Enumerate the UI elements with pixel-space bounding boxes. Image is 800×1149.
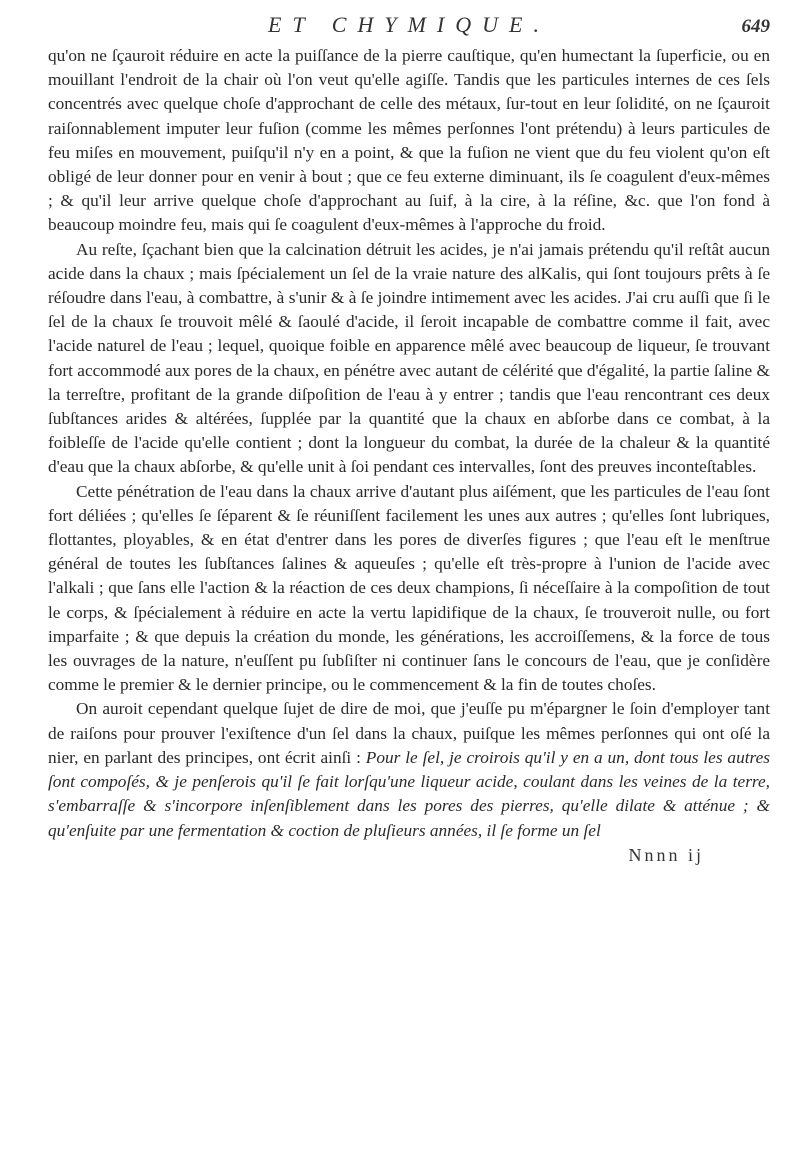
paragraph-2 bbox=[48, 238, 770, 480]
signature-mark: Nnnn ij bbox=[628, 844, 704, 865]
book-page bbox=[48, 10, 770, 867]
paragraph-1-text: qu'on ne ſçauroit réduire en acte la puiſſance de la pierre cauſtique, qu'en humectant la ſuperficie, ou en mouillant l'endroit de la chair où l'on veut qu'elle agiſſe. Tandis que les particules internes de ces ſels concentrés avec quelque choſe d'approchant de celle des métaux, ſur-tout en leur ſolidité, on ne ſçauroit raiſonnablement imputer leur fuſion (comme les mêmes perſonnes l'ont prétendu) à leurs particules de feu miſes en mouvement, puiſqu'il n'y en a point, & que la fuſion ne vient que du feu violent qu'on eſt obligé de leur donner pour en venir à bout ; que ce feu externe diminuant, ils ſe coagulent d'eux-mêmes ; & qu'il leur arrive quelque choſe d'approchant au ſuif, à la cire, à la réſine, &c. que l'on fond à beaucoup moindre feu, mais qui ſe coagulent d'eux-mêmes à l'approche du froid. bbox=[48, 46, 770, 235]
paragraph-2-text: Au reſte, ſçachant bien que la calcination détruit les acides, je n'ai jamais prétendu qu'il reſtât aucun acide dans la chaux ; mais ſpécialement un ſel de la vraie nature des alKalis, qui ſont toujours prêts à ſe réſoudre dans l'eau, à combattre, à s'unir & à ſe joindre intimement avec les acides. J'ai cru auſſi que ſi le ſel de la chaux ſe trouvoit mêlé & ſaoulé d'acide, il ſeroit incapable de combattre comme il fait, avec l'acide naturel de l'eau ; lequel, quoique foible en apparence mêlé avec beaucoup de liqueur, ſe trouvant fort accommodé aux pores de la chaux, en pénétre avec autant de célérité que d'égalité, la partie ſaline & la terreſtre, profitant de la grande diſpoſition de l'eau à y entrer ; tandis que l'eau rencontrant ces deux ſubſtances arides & altérées, ſupplée par la quantité que la chaux en abſorbe dans ce combat, à la foibleſſe de l'acide qu'elle contient ; dont la longueur du combat, la durée de la chaleur & la quantité d'eau que la chaux abſorbe, & qu'elle unit à ſoi pendant ces intervalles, ſont des preuves inconteſtables. bbox=[48, 239, 770, 477]
running-head bbox=[48, 10, 770, 44]
body-text bbox=[48, 44, 770, 843]
running-title: ET CHYMIQUE. bbox=[268, 12, 550, 37]
page-number: 649 bbox=[741, 16, 770, 37]
paragraph-4-italic-quote: Pour le ſel, je croirois qu'il y en a un, dont tous les autres ſont compoſés, & je penſerois qu'il ſe fait lorſqu'une liqueur acide, coulant dans les veines de la terre, s'embarraſſe & s'incorpore inſenſiblement dans les pores des pierres, qu'elle dilate & atténue ; & qu'enſuite par une fermentation & coction de pluſieurs années, il ſe forme un ſel bbox=[48, 747, 770, 840]
paragraph-4-text: On auroit cependant quelque ſujet de dire de moi, que j'euſſe pu m'épargner le ſoin d'employer tant de raiſons pour prouver l'exiſtence d'un ſel dans la chaux, puiſque les mêmes perſonnes qui ont oſé la nier, en parlant des principes, ont écrit ainſi : bbox=[48, 699, 770, 767]
paragraph-3 bbox=[48, 480, 770, 698]
paragraph-3-text: Cette pénétration de l'eau dans la chaux arrive d'autant plus aiſément, que les particules de l'eau ſont fort déliées ; qu'elles ſe ſéparent & ſe réuniſſent facilement les unes aux autres ; qu'elles ſont lubriques, flottantes, ployables, & en état d'entrer dans les pores de diverſes figures ; que l'eau eſt le menſtrue général de toutes les ſubſtances ſalines & aqueuſes ; qu'elle eſt très-propre à l'union de l'acide avec l'alkali ; que ſans elle l'action & la réaction de ces deux champions, ſi néceſſaire à la compoſition de tout le corps, & ſpécialement à réduire en acte la vertu lapidifique de la chaux, ſe trouveroit nulle, ou fort imparfaite ; & que depuis la création du monde, les générations, les accroiſſemens, & la force de tous les ouvrages de la nature, n'euſſent pu ſubſiſter ni continuer ſans le concours de l'eau, que je conſidère comme le premier & le dernier principe, ou le commencement & la fin de toutes choſes. bbox=[48, 481, 770, 695]
paragraph-1 bbox=[48, 44, 770, 238]
paragraph-4 bbox=[48, 697, 770, 842]
